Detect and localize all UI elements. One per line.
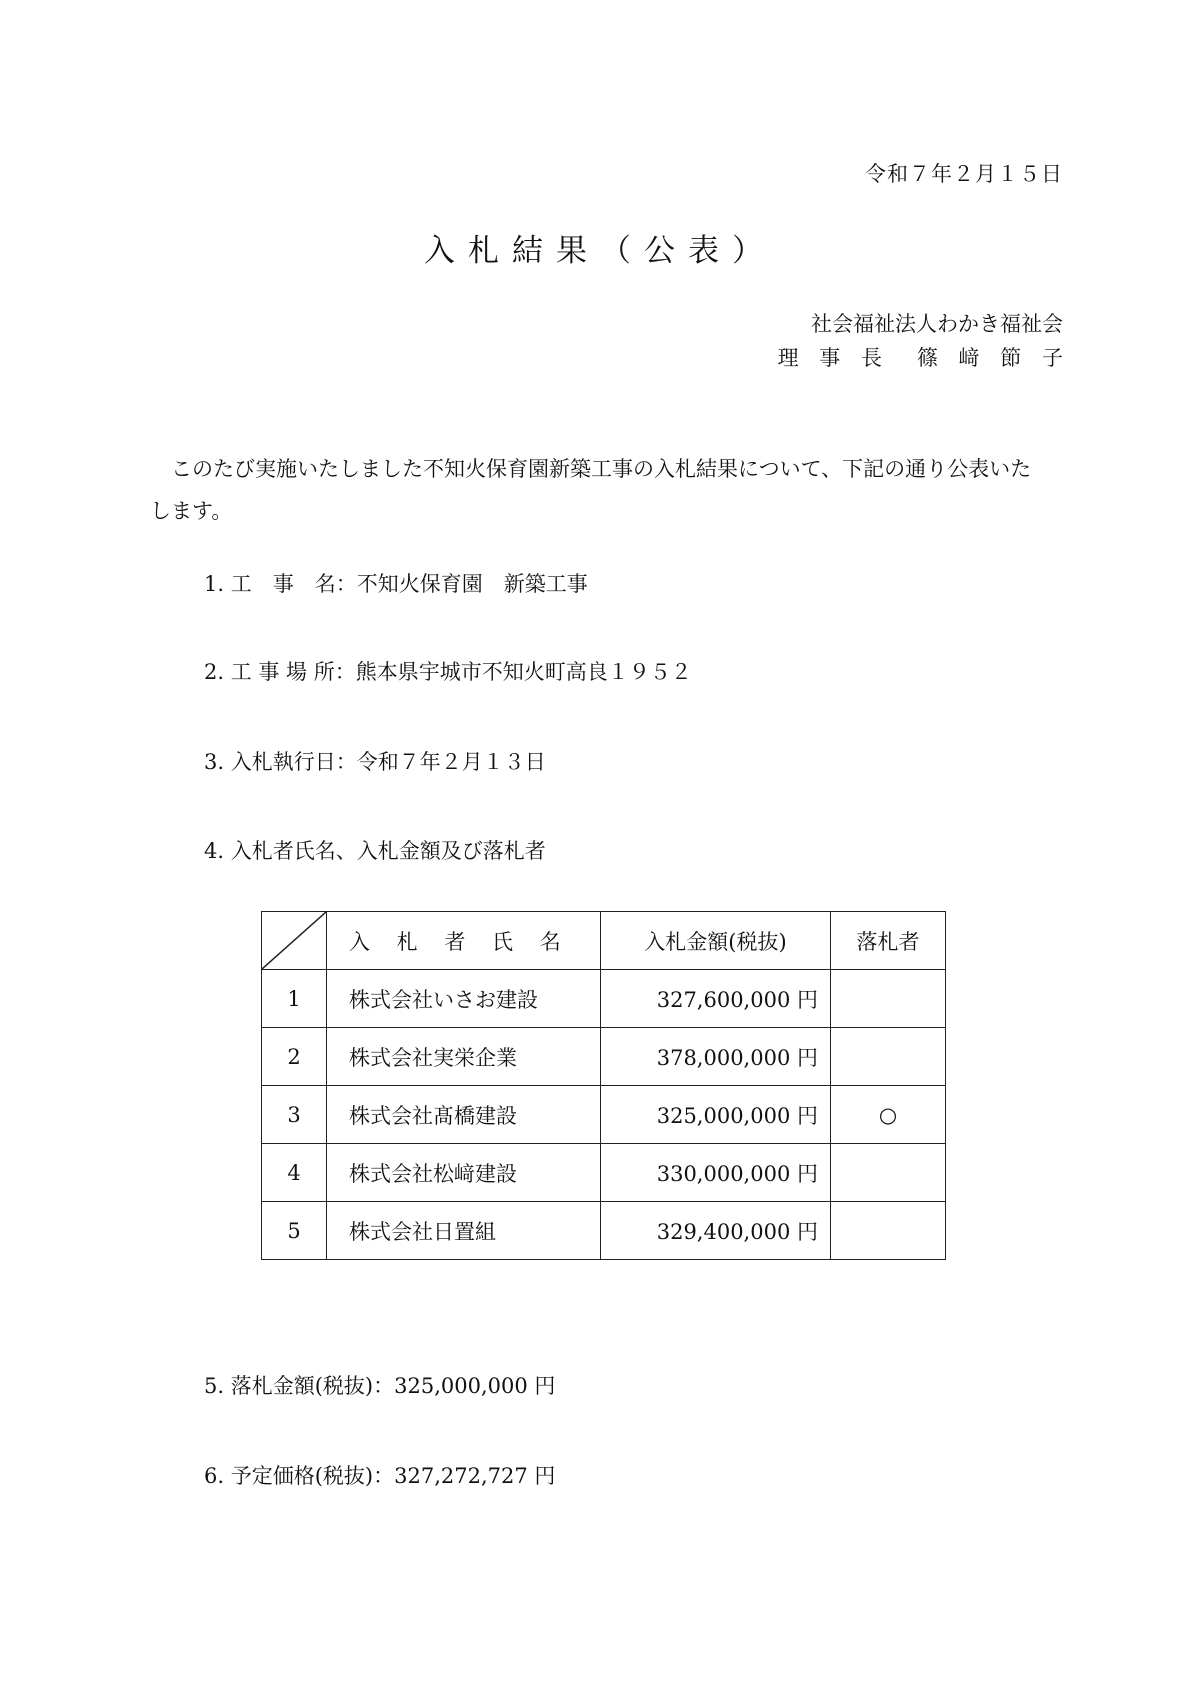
item-label: 4. 入札者氏名、入札金額及び落札者: [204, 839, 546, 863]
winner-mark: [831, 1144, 946, 1202]
issuer-block: [777, 307, 1070, 375]
winner-mark: [831, 1202, 946, 1260]
table-row: [262, 970, 946, 1028]
intro-paragraph: [150, 448, 1050, 532]
item-construction-site: [204, 656, 692, 686]
bid-amount: 329,400,000 円: [601, 1202, 831, 1260]
intro-text: このたび実施いたしました不知火保育園新築工事の入札結果について、下記の通り公表いたします。: [150, 457, 1032, 523]
header-bidder-name: 入 札 者 氏 名: [327, 912, 601, 970]
table-row: [262, 1086, 946, 1144]
table-row: [262, 1028, 946, 1086]
bid-results-table: [261, 911, 946, 1260]
bidder-name: 株式会社いさお建設: [327, 970, 601, 1028]
item-label: 5. 落札金額(税抜)：: [204, 1374, 395, 1398]
bid-amount: 327,600,000 円: [601, 970, 831, 1028]
item-value: 327,272,727 円: [394, 1464, 556, 1488]
winner-mark: [831, 1028, 946, 1086]
diagonal-line: [262, 912, 326, 969]
document-date: 令和７年２月１５日: [865, 162, 1063, 186]
bid-amount: 330,000,000 円: [601, 1144, 831, 1202]
item-label: 6. 予定価格(税抜)：: [204, 1464, 395, 1488]
item-label: 1. 工 事 名：: [204, 572, 357, 596]
header-bid-amount: 入札金額(税抜): [601, 912, 831, 970]
item-construction-name: [204, 568, 588, 598]
table-header-row: [262, 912, 946, 970]
item-planned-price: [204, 1460, 555, 1490]
organization-name: 社会福祉法人わかき福祉会: [811, 312, 1063, 336]
header-winner: 落札者: [831, 912, 946, 970]
item-value: 不知火保育園 新築工事: [356, 572, 588, 596]
table-row: [262, 1202, 946, 1260]
item-bid-date: [204, 746, 546, 776]
table-row: [262, 1144, 946, 1202]
row-number: 4: [262, 1144, 327, 1202]
item-winning-amount: [204, 1370, 555, 1400]
diagonal-header-cell: [262, 912, 327, 970]
item-bidders-heading: [204, 835, 546, 865]
row-number: 5: [262, 1202, 327, 1260]
winner-mark: [831, 970, 946, 1028]
bid-amount: 325,000,000 円: [601, 1086, 831, 1144]
representative-name: 理 事 長 篠 﨑 節 子: [777, 346, 1070, 370]
row-number: 1: [262, 970, 327, 1028]
bidder-name: 株式会社松﨑建設: [327, 1144, 601, 1202]
bidder-name: 株式会社実栄企業: [327, 1028, 601, 1086]
item-label: 2. 工 事 場 所：: [204, 660, 356, 684]
item-label: 3. 入札執行日：: [204, 750, 357, 774]
document-title: 入札結果（公表）: [424, 233, 776, 269]
row-number: 3: [262, 1086, 327, 1144]
bidder-name: 株式会社髙橋建設: [327, 1086, 601, 1144]
item-value: 325,000,000 円: [394, 1374, 556, 1398]
winner-mark: ○: [831, 1086, 946, 1144]
item-value: 熊本県宇城市不知火町高良１９５２: [355, 660, 692, 684]
row-number: 2: [262, 1028, 327, 1086]
bidder-name: 株式会社日置組: [327, 1202, 601, 1260]
item-value: 令和７年２月１３日: [356, 750, 546, 774]
bid-amount: 378,000,000 円: [601, 1028, 831, 1086]
